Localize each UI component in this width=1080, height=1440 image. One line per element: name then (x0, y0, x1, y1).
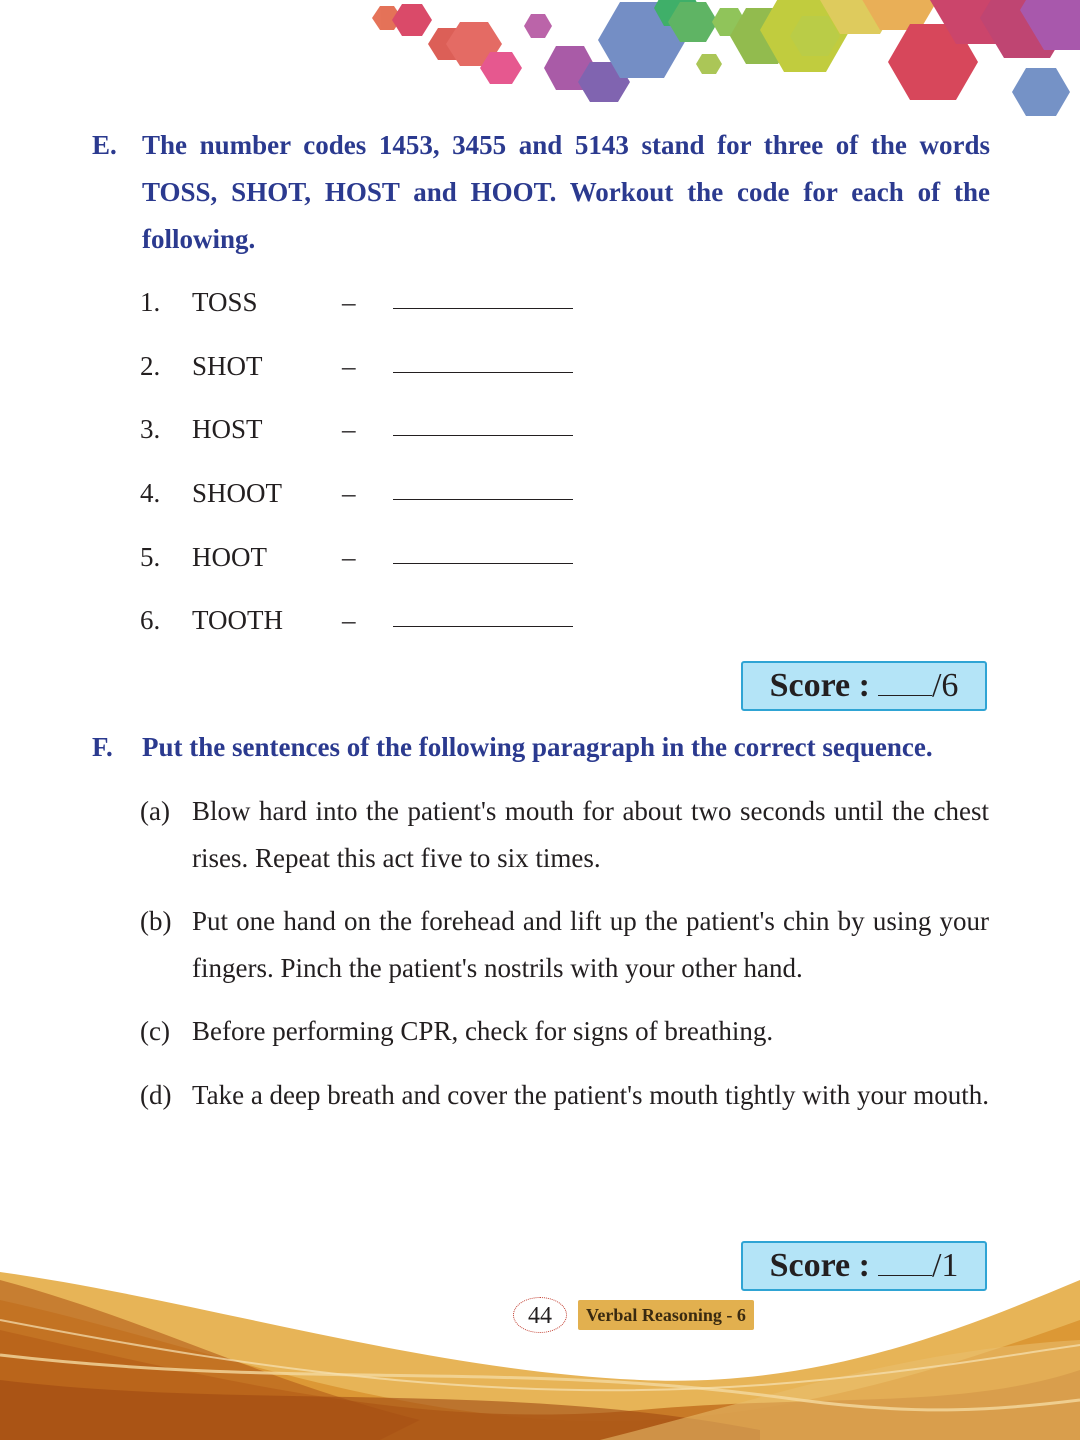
score-total: /1 (931, 1247, 959, 1284)
book-title: Verbal Reasoning - 6 (578, 1300, 754, 1330)
item-dash: – (342, 478, 356, 508)
item-number: 1. (140, 287, 161, 317)
score-box-f (741, 1241, 987, 1291)
sentence-label: (d) (140, 1080, 172, 1110)
sentence-a (140, 788, 990, 882)
item-number: 2. (140, 351, 161, 381)
sentence-c (140, 1008, 990, 1055)
item-word: SHOOT (192, 478, 283, 508)
section-f-instruction: Put the sentences of the following paragraph in the correct sequence. (142, 732, 933, 762)
item-dash: – (342, 414, 356, 444)
section-f-letter: F. (92, 732, 113, 762)
answer-blank[interactable] (393, 563, 573, 564)
item-dash: – (342, 351, 356, 381)
sentence-b (140, 898, 990, 992)
score-blank[interactable] (878, 1249, 932, 1276)
item-word: HOST (192, 414, 263, 444)
item-word: HOOT (192, 542, 267, 572)
sentence-text: Put one hand on the forehead and lift up the patient's chin by using your fingers. Pinch the patient's nostrils with your other hand. (192, 906, 989, 983)
section-e-heading (92, 122, 992, 263)
page-number: 44 (513, 1297, 567, 1333)
sentence-d (140, 1072, 990, 1166)
score-blank[interactable] (878, 669, 932, 696)
score-label: Score : (769, 1247, 870, 1284)
item-dash: – (342, 287, 356, 317)
answer-blank[interactable] (393, 372, 573, 373)
item-word: TOSS (192, 287, 258, 317)
item-number: 6. (140, 605, 161, 635)
score-total: /6 (931, 667, 959, 704)
item-number: 4. (140, 478, 161, 508)
section-e-letter: E. (92, 130, 117, 160)
answer-blank[interactable] (393, 435, 573, 436)
score-box-e (741, 661, 987, 711)
sentence-text: Blow hard into the patient's mouth for about two seconds until the chest rises. Repeat this act five to six times. (192, 796, 989, 873)
item-word: SHOT (192, 351, 263, 381)
answer-blank[interactable] (393, 499, 573, 500)
sentence-label: (b) (140, 906, 172, 936)
item-dash: – (342, 605, 356, 635)
sentence-label: (c) (140, 1016, 170, 1046)
score-label: Score : (769, 667, 870, 704)
answer-blank[interactable] (393, 626, 573, 627)
item-word: TOOTH (192, 605, 283, 635)
item-number: 3. (140, 414, 161, 444)
sentence-text: Before performing CPR, check for signs of breathing. (192, 1016, 774, 1046)
sentence-text: Take a deep breath and cover the patient's mouth tightly with your mouth. (192, 1080, 990, 1110)
item-number: 5. (140, 542, 161, 572)
section-f-heading (92, 724, 992, 771)
item-dash: – (342, 542, 356, 572)
sentence-label: (a) (140, 796, 170, 826)
answer-blank[interactable] (393, 308, 573, 309)
hexagon-decoration (0, 0, 1080, 130)
section-e-instruction: The number codes 1453, 3455 and 5143 stand for three of the words TOSS, SHOT, HOST and HOOT. Workout the code for each of the following. (142, 130, 990, 254)
